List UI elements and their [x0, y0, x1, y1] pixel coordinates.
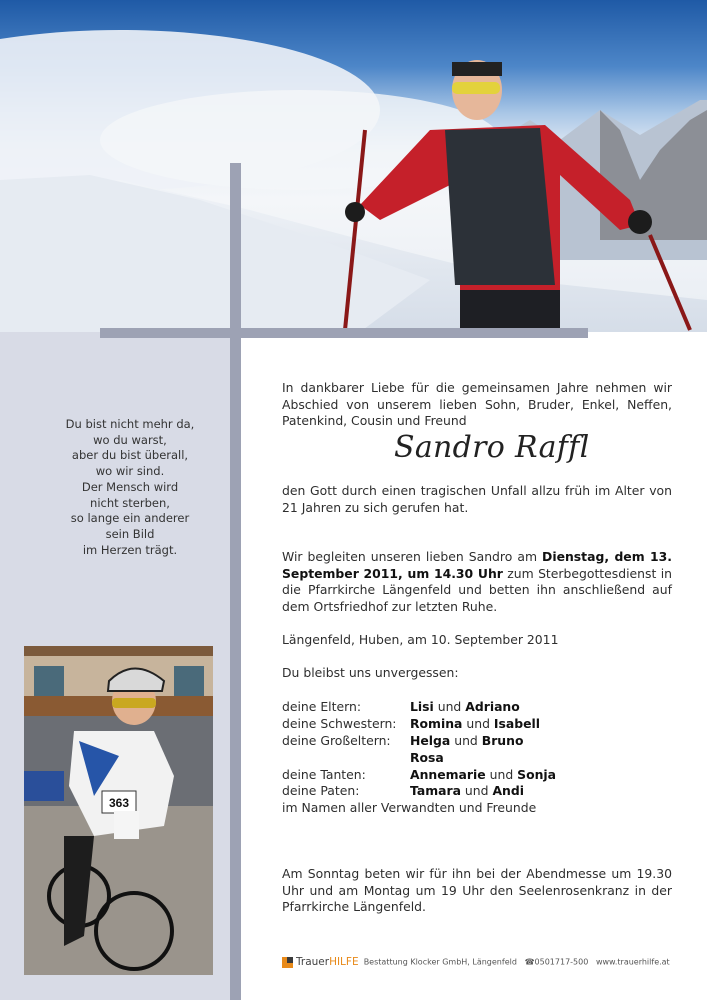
prayer-notice	[282, 866, 672, 916]
relative-names	[410, 699, 520, 714]
relative-name: Helga	[410, 733, 451, 748]
relative-name: Isabell	[493, 716, 541, 731]
relative-names	[410, 750, 444, 765]
relative-role: deine Schwestern:	[282, 716, 397, 731]
relative-names	[410, 716, 540, 731]
mountain-scene	[0, 0, 707, 332]
bib-number: 363	[108, 796, 130, 810]
poem-line: Der Mensch wird	[81, 479, 179, 494]
relative-name: Bruno	[481, 733, 524, 748]
relative-names	[410, 767, 556, 782]
relative-role: deine Großeltern:	[282, 733, 391, 748]
poem-line: sein Bild	[105, 526, 155, 541]
hero-photo-skier	[0, 0, 707, 332]
poem-line: im Herzen trägt.	[82, 542, 178, 557]
deceased-name: Sandro Raffl	[394, 430, 590, 465]
intro-text: In dankbarer Liebe für die gemeinsamen Jahre nehmen wir Abschied von unserem lieben Sohn, Bruder, Enkel, Neffen, Patenkind, Cousin und Freund	[282, 380, 672, 429]
trauerhilfe-logo-icon	[282, 957, 293, 968]
memorial-poem	[40, 417, 220, 558]
relative-conjunction: und	[464, 783, 489, 798]
poem-line: Du bist nicht mehr da,	[65, 417, 195, 431]
relative-name: Sonja	[517, 767, 557, 782]
funeral-text-part2: zum Sterbegottesdienst in die Pfarrkirche Längenfeld und betten ihn anschließend auf dem Ortsfriedhof zur letzten Ruhe.	[282, 565, 672, 614]
relative-name: Adriano	[465, 699, 520, 714]
relative-name: Romina	[410, 716, 463, 731]
prayer-text: Am Sonntag beten wir für ihn bei der Abendmesse um 19.30 Uhr und am Montag um 19 Uhr den Seelenrosenkranz in der Pfarrkirche Längenfeld.	[282, 866, 672, 915]
others-line: im Namen aller Verwandten und Freunde	[282, 800, 537, 815]
website[interactable]: www.trauerhilfe.at	[595, 957, 670, 967]
place-date: Längenfeld, Huben, am 10. September 2011	[282, 632, 559, 647]
poem-line: nicht sterben,	[90, 495, 170, 510]
brand-part-a: Trauer	[296, 956, 330, 968]
phone-number: ☎0501717-500	[524, 957, 589, 967]
brand-name	[296, 956, 359, 968]
poem-line: aber du bist überall,	[71, 448, 189, 463]
cyclist-scene	[24, 646, 213, 975]
brand-part-b: HILFE	[329, 956, 359, 968]
relative-conjunction: und	[454, 733, 478, 748]
relative-name: Annemarie	[410, 767, 486, 782]
footer	[282, 956, 670, 968]
funeral-text	[282, 549, 672, 615]
relative-name: Rosa	[410, 750, 444, 765]
relative-conjunction: und	[489, 767, 514, 782]
relative-name: Tamara	[410, 783, 461, 798]
obituary-content	[282, 380, 672, 430]
funeral-text-part1: Wir begleiten unseren lieben Sandro am	[282, 549, 543, 564]
relative-conjunction: und	[466, 716, 490, 731]
relative-name: Andi	[492, 783, 524, 798]
cross-vertical-beam	[230, 163, 241, 1000]
relative-name: Lisi	[410, 699, 434, 714]
funeral-notice	[282, 549, 672, 615]
death-notice	[282, 483, 672, 516]
death-text: den Gott durch einen tragischen Unfall allzu früh im Alter von 21 Jahren zu sich gerufen hat.	[282, 483, 672, 515]
poem-line: so lange ein anderer	[70, 511, 190, 526]
relative-names	[410, 733, 523, 748]
company-name: Bestattung Klocker GmbH, Längenfeld	[363, 957, 517, 967]
poem-line: wo wir sind.	[95, 464, 165, 479]
unforgotten-line: Du bleibst uns unvergessen:	[282, 665, 459, 680]
relative-role: deine Eltern:	[282, 699, 362, 714]
poem-line: wo du warst,	[93, 432, 167, 447]
cyclist-photo	[24, 646, 213, 975]
relative-role: deine Tanten:	[282, 767, 366, 782]
relative-conjunction: und	[437, 699, 462, 714]
relative-names	[410, 783, 524, 798]
relative-role: deine Paten:	[282, 783, 360, 798]
cross-horizontal-beam	[100, 328, 588, 338]
funeral-date: Dienstag, dem 13. September 2011, um 14.30 Uhr	[282, 549, 672, 581]
